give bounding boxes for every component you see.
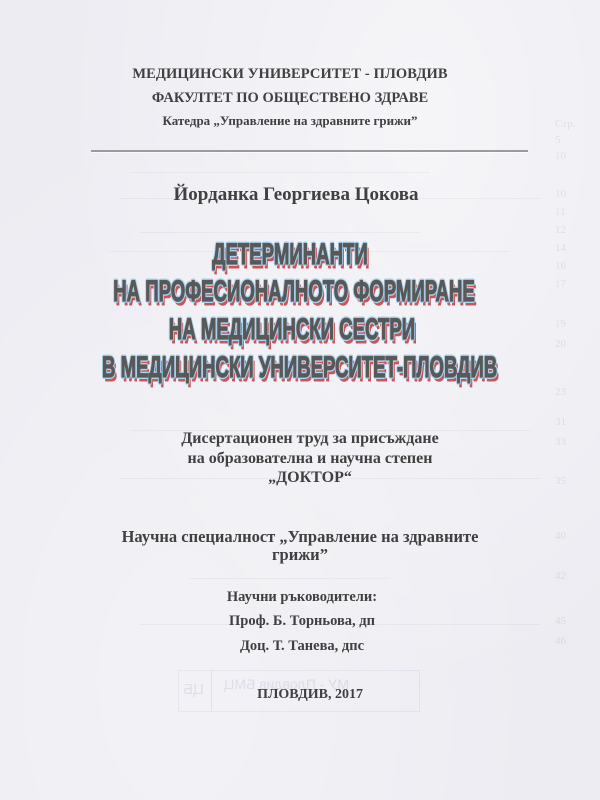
specialty-line-2: грижи”	[272, 545, 328, 564]
supervisor-2: Доц. Т. Танева, дпс	[239, 638, 365, 654]
bleed-page-number: 16	[555, 260, 566, 272]
bleed-page-number: 33	[555, 436, 566, 448]
degree-line-1: Дисертационен труд за присъждане	[181, 430, 439, 447]
stamp-text: МУ - Пловдив БМЦ	[224, 676, 349, 692]
title-line-2: НА ПРОФЕСИОНАЛНОТО ФОРМИРАНЕ	[113, 275, 475, 308]
bleed-page-number: 45	[555, 615, 566, 627]
specialty-line-1: Научна специалност „Управление на здравните	[121, 527, 479, 546]
city-year: ПЛОВДИВ, 2017	[257, 687, 363, 702]
stamp-abbreviation: ЦБ	[183, 681, 204, 698]
department-name: Катедра „Управление на здравните грижи”	[162, 113, 418, 128]
bleed-page-number: 11	[555, 206, 566, 218]
degree-line-3: „ДОКТОР“	[268, 469, 352, 486]
bleed-page-number: 5	[555, 134, 561, 146]
bleed-page-number: Стр.	[555, 118, 576, 130]
degree-line-2: на образователна и научна степен	[187, 450, 433, 467]
university-name: МЕДИЦИНСКИ УНИВЕРСИТЕТ - ПЛОВДИВ	[132, 66, 448, 82]
supervisor-1: Проф. Б. Торньова, дп	[229, 613, 375, 629]
bleed-page-number: 10	[555, 150, 566, 162]
bleed-page-number: 10	[555, 188, 566, 200]
bleed-page-number: 20	[555, 338, 566, 350]
bleed-page-number: 31	[555, 416, 566, 428]
bleed-page-number: 42	[555, 570, 566, 582]
supervisors-label: Научни ръководители:	[226, 589, 378, 605]
bleed-page-number: 46	[555, 635, 566, 647]
bleed-page-number: 40	[555, 530, 566, 542]
bleed-page-number: 12	[555, 224, 566, 236]
bleed-text-line	[140, 232, 420, 233]
author-name: Йорданка Георгиева Цокова	[173, 184, 419, 205]
bleed-text-line	[190, 578, 390, 579]
faculty-name: ФАКУЛТЕТ ПО ОБЩЕСТВЕНО ЗДРАВЕ	[151, 90, 429, 106]
title-line-3: НА МЕДИЦИНСКИ СЕСТРИ	[168, 313, 416, 346]
bleed-page-number: 14	[555, 242, 566, 254]
bleed-page-number: 19	[555, 318, 566, 330]
bleed-text-line	[130, 172, 430, 173]
header-divider	[91, 150, 528, 152]
bleed-page-number: 23	[555, 386, 566, 398]
bleed-page-number: 35	[555, 475, 566, 487]
title-line-1: ДЕТЕРМИНАНТИ	[212, 238, 368, 271]
title-line-4: В МЕДИЦИНСКИ УНИВЕРСИТЕТ-ПЛОВДИВ	[102, 351, 498, 384]
bleed-page-number: 17	[555, 278, 566, 290]
